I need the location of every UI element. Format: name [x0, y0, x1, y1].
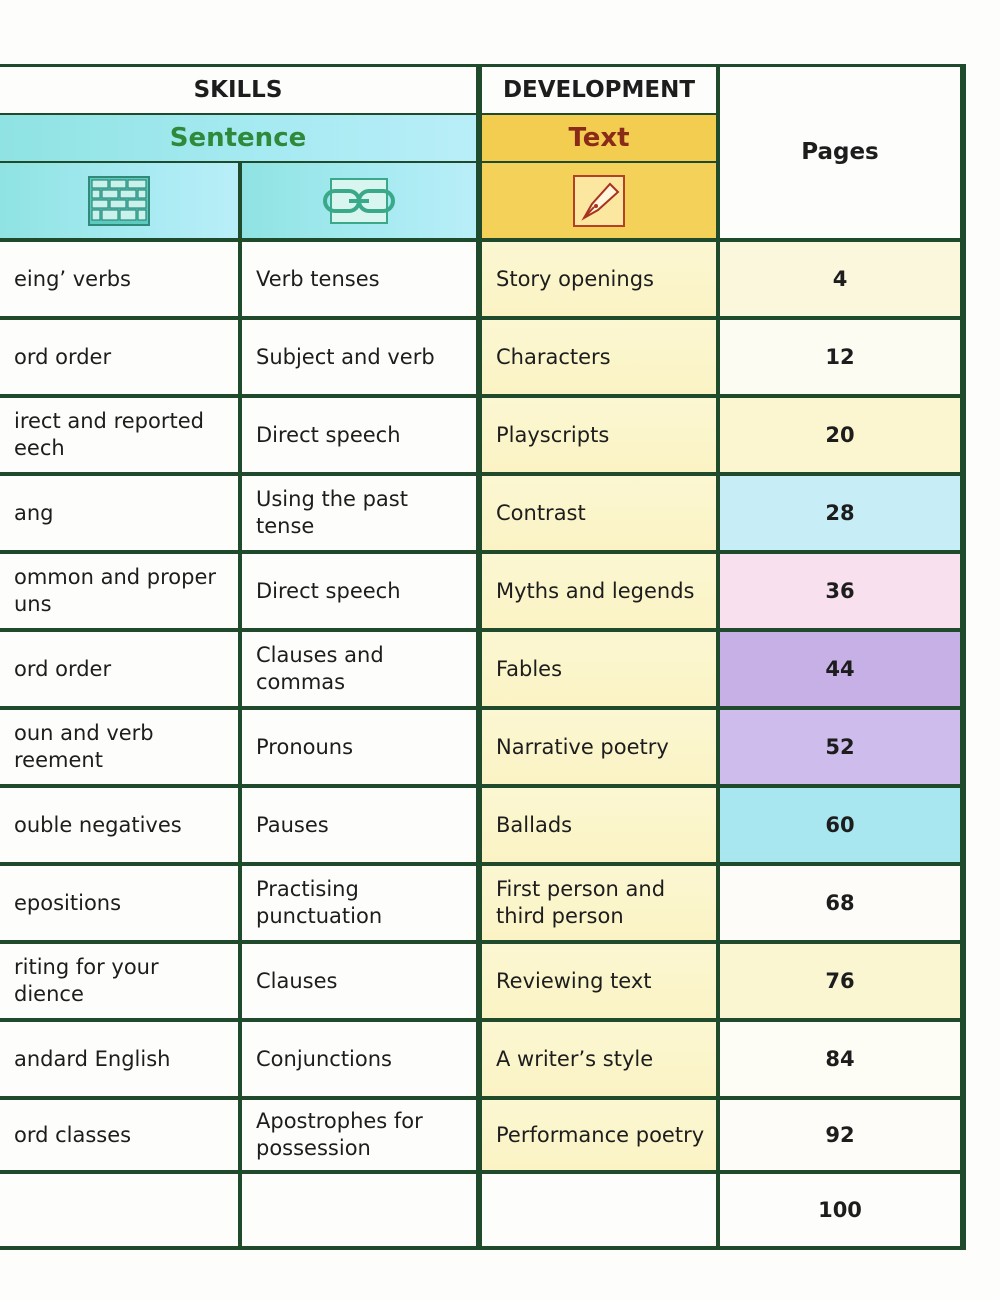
sentence-topic-cell: Practising punctuation	[242, 866, 476, 940]
page-number-cell: 36	[720, 554, 960, 628]
sentence-topic-cell: Clauses	[242, 944, 476, 1018]
text-band: Text	[482, 115, 716, 161]
sentence-topic-cell: Apostrophes for possession	[242, 1100, 476, 1170]
page-number-cell: 52	[720, 710, 960, 784]
text-topic-cell	[482, 1174, 716, 1246]
page-number-cell: 92	[720, 1100, 960, 1170]
pen-icon-cell	[482, 163, 716, 238]
sentence-topic-cell: Pronouns	[242, 710, 476, 784]
page-number-cell: 4	[720, 242, 960, 316]
skills-header: SKILLS	[0, 67, 476, 113]
sentence-topic-cell	[242, 1174, 476, 1246]
sentence-topic-cell: Using the past tense	[242, 476, 476, 550]
sentence-skill-cell: ord classes	[0, 1100, 238, 1170]
sentence-skill-cell: riting for your dience	[0, 944, 238, 1018]
text-topic-cell: Story openings	[482, 242, 716, 316]
text-topic-cell: Ballads	[482, 788, 716, 862]
sentence-topic-cell: Verb tenses	[242, 242, 476, 316]
sentence-topic-cell: Subject and verb	[242, 320, 476, 394]
page-number-cell: 44	[720, 632, 960, 706]
text-topic-cell: Reviewing text	[482, 944, 716, 1018]
wall-icon	[88, 176, 150, 226]
chain-link-icon	[321, 175, 397, 227]
text-topic-cell: Contrast	[482, 476, 716, 550]
pages-header: Pages	[720, 67, 960, 238]
sentence-skill-cell: ouble negatives	[0, 788, 238, 862]
text-topic-cell: Fables	[482, 632, 716, 706]
sentence-skill-cell: andard English	[0, 1022, 238, 1096]
page-number-cell: 20	[720, 398, 960, 472]
development-header: DEVELOPMENT	[482, 67, 716, 113]
sentence-skill-cell: irect and reported eech	[0, 398, 238, 472]
sentence-band: Sentence	[0, 115, 476, 161]
sentence-skill-cell: epositions	[0, 866, 238, 940]
page-number-cell: 100	[720, 1174, 960, 1246]
sentence-topic-cell: Direct speech	[242, 398, 476, 472]
wall-icon-cell	[0, 163, 238, 238]
pen-nib-icon	[572, 174, 626, 228]
page-number-cell: 12	[720, 320, 960, 394]
sentence-skill-cell: ang	[0, 476, 238, 550]
page-number-cell: 68	[720, 866, 960, 940]
sentence-topic-cell: Direct speech	[242, 554, 476, 628]
text-topic-cell: Characters	[482, 320, 716, 394]
page-number-cell: 60	[720, 788, 960, 862]
sentence-skill-cell: ommon and proper uns	[0, 554, 238, 628]
page-number-cell: 76	[720, 944, 960, 1018]
chain-icon-cell	[242, 163, 476, 238]
sentence-skill-cell	[0, 1174, 238, 1246]
text-topic-cell: A writer’s style	[482, 1022, 716, 1096]
text-topic-cell: Playscripts	[482, 398, 716, 472]
sentence-skill-cell: eing’ verbs	[0, 242, 238, 316]
page-number-cell: 28	[720, 476, 960, 550]
sentence-topic-cell: Conjunctions	[242, 1022, 476, 1096]
text-topic-cell: First person and third person	[482, 866, 716, 940]
sentence-skill-cell: ord order	[0, 632, 238, 706]
sentence-skill-cell: ord order	[0, 320, 238, 394]
page-number-cell: 84	[720, 1022, 960, 1096]
sentence-topic-cell: Pauses	[242, 788, 476, 862]
text-topic-cell: Performance poetry	[482, 1100, 716, 1170]
sentence-topic-cell: Clauses and commas	[242, 632, 476, 706]
sentence-skill-cell: oun and verb reement	[0, 710, 238, 784]
text-topic-cell: Narrative poetry	[482, 710, 716, 784]
text-topic-cell: Myths and legends	[482, 554, 716, 628]
